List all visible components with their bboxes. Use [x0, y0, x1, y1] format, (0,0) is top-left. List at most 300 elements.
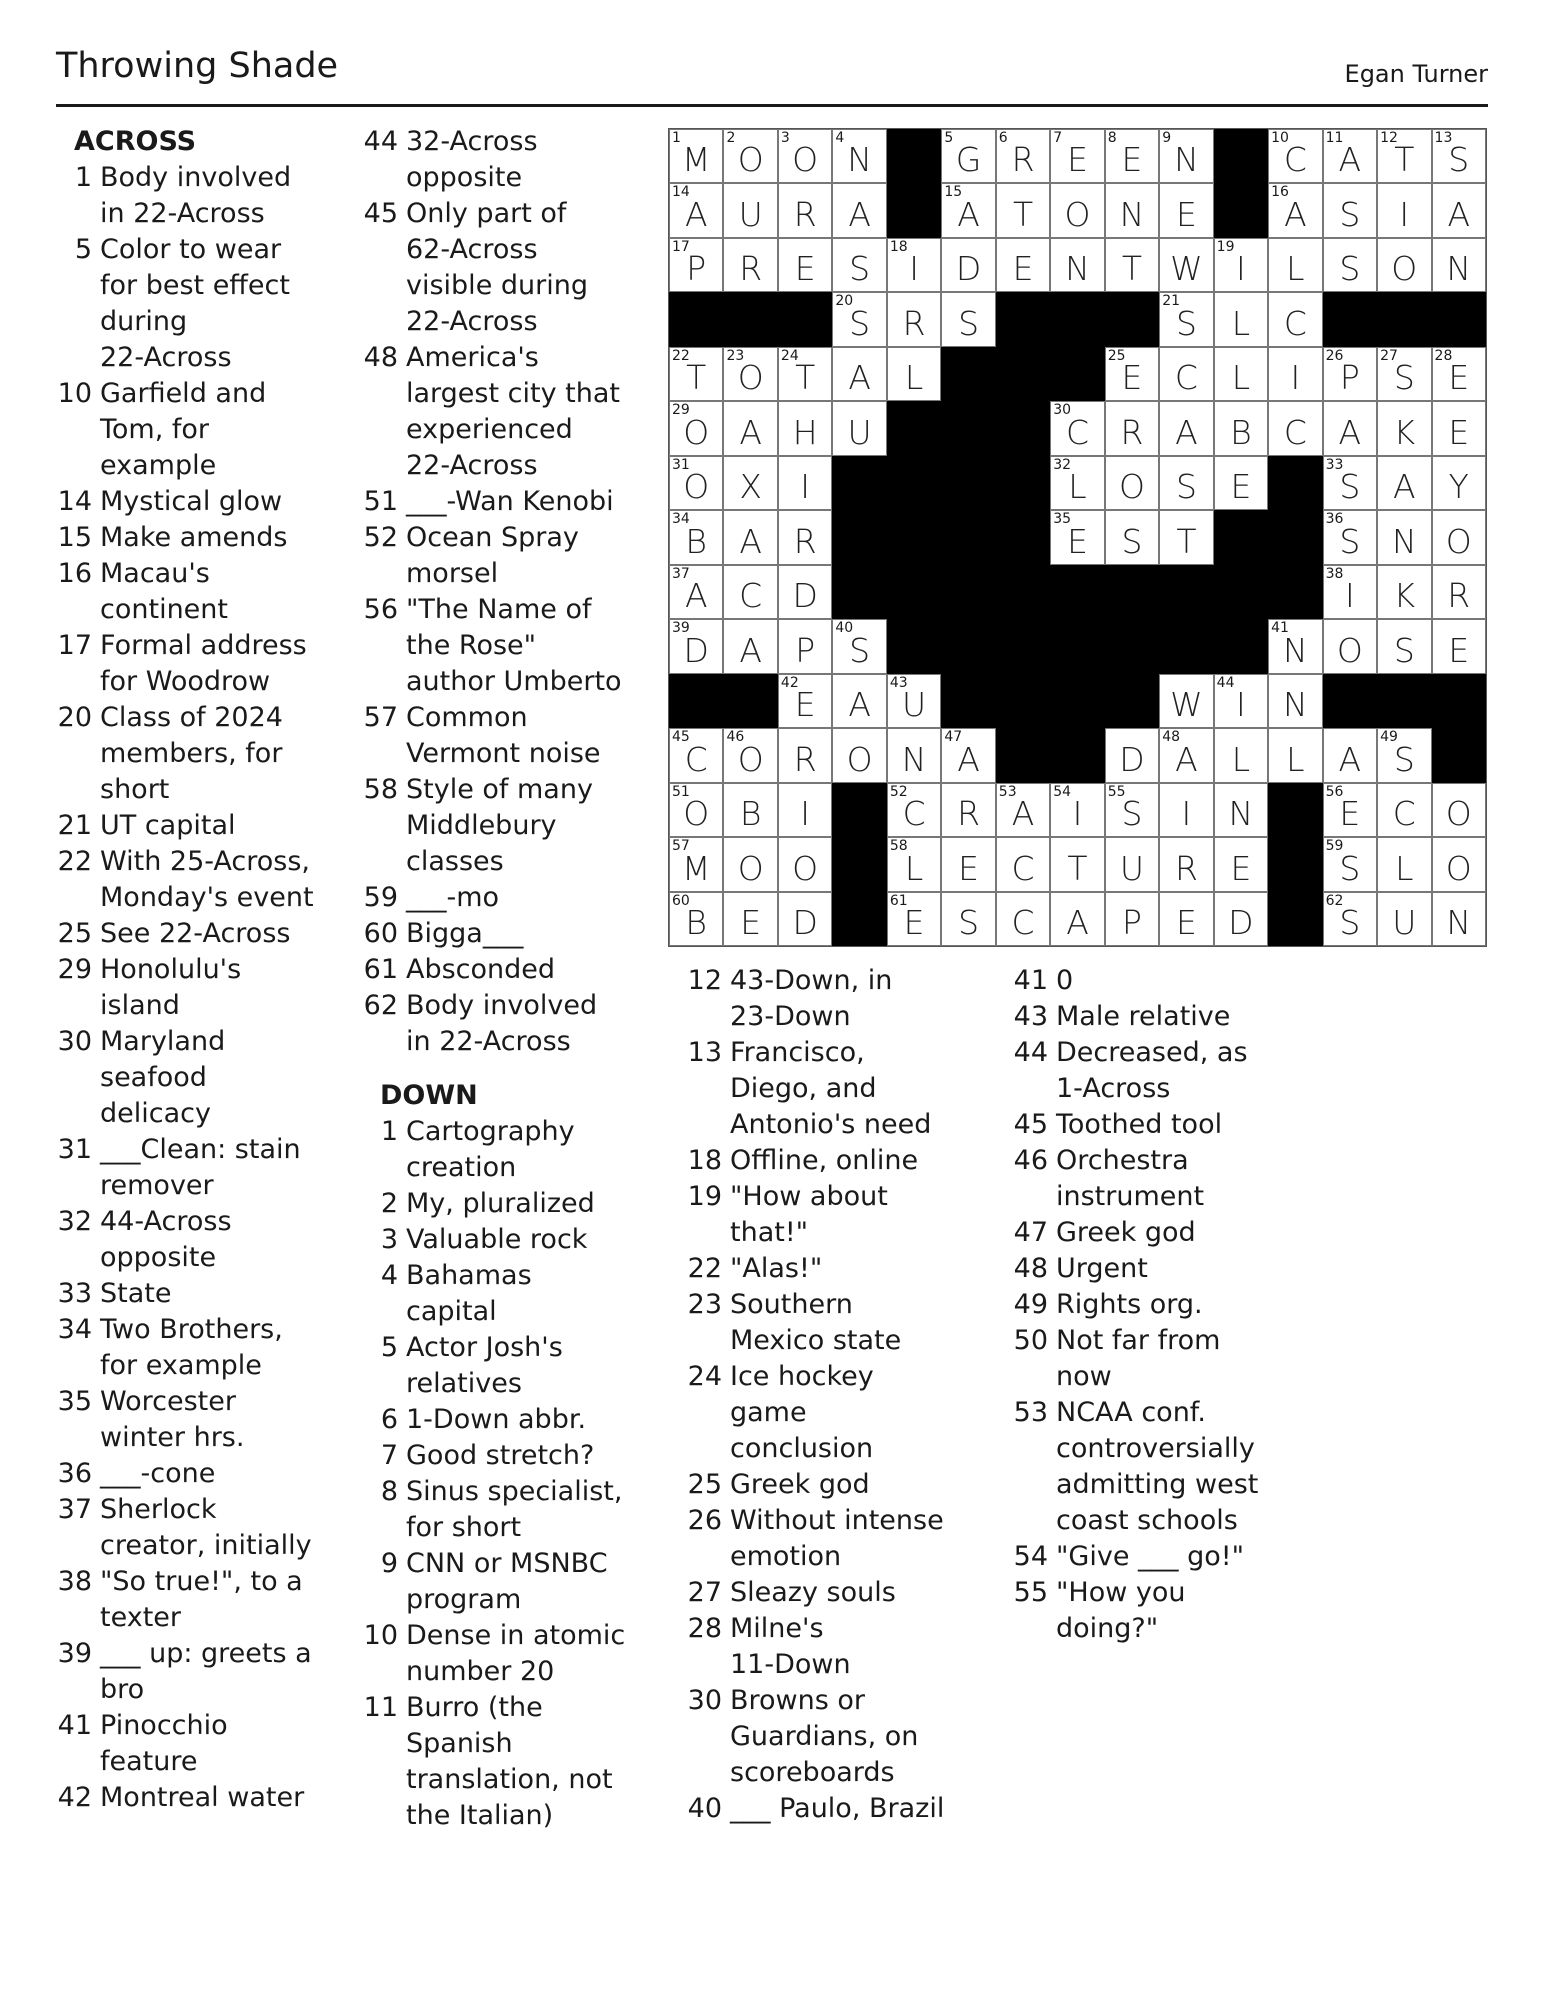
clue-text: ___ Paulo, Brazil: [730, 1793, 945, 1824]
black-square: [941, 347, 995, 401]
grid-cell[interactable]: [1159, 401, 1213, 455]
cell-letter: S: [1393, 630, 1415, 670]
clue-text: Body involved in 22-Across: [406, 990, 598, 1057]
cell-letter: S: [958, 303, 980, 343]
clue-number: 47: [1013, 1217, 1048, 1248]
black-square: [996, 728, 1050, 782]
grid-cell[interactable]: [778, 674, 832, 728]
cell-letter: B: [739, 794, 762, 834]
grid-cell[interactable]: [1323, 401, 1377, 455]
grid-cell[interactable]: [723, 565, 777, 619]
grid-cell[interactable]: [1377, 565, 1431, 619]
cell-letter: P: [1339, 358, 1360, 398]
grid-cell[interactable]: [1214, 837, 1268, 891]
grid-cell[interactable]: [669, 510, 723, 564]
clue: [56, 1780, 336, 1816]
cell-letter: W: [1170, 685, 1203, 725]
grid-cell[interactable]: [941, 238, 995, 292]
grid-cell[interactable]: [723, 783, 777, 837]
cell-letter: S: [958, 903, 980, 942]
clue: [56, 1384, 336, 1456]
clue-number: 9: [380, 1548, 398, 1579]
black-square: [1105, 292, 1159, 346]
grid-cell[interactable]: [832, 401, 886, 455]
cell-letter: S: [1121, 521, 1143, 561]
grid-cell[interactable]: [1159, 347, 1213, 401]
clue-number: 45: [363, 198, 398, 229]
grid-cell[interactable]: [1377, 347, 1431, 401]
grid-cell[interactable]: [1268, 238, 1322, 292]
cell-letter: N: [1228, 794, 1254, 834]
grid-cell[interactable]: [1105, 837, 1159, 891]
grid-cell[interactable]: [1323, 510, 1377, 564]
grid-cell[interactable]: [723, 347, 777, 401]
cell-letter: A: [957, 739, 980, 779]
cell-letter: S: [1393, 739, 1415, 779]
grid-cell[interactable]: [887, 837, 941, 891]
clue-number: 30: [687, 1685, 722, 1716]
cell-letter: O: [1118, 467, 1145, 507]
clue: [362, 196, 662, 340]
grid-cell[interactable]: [1050, 510, 1104, 564]
grid-cell[interactable]: [1377, 892, 1431, 946]
grid-cell[interactable]: [778, 401, 832, 455]
clue-column-4: [1012, 963, 1322, 1647]
grid-cell[interactable]: [669, 238, 723, 292]
grid-cell[interactable]: [723, 510, 777, 564]
clue-number: 41: [1013, 965, 1048, 996]
grid-cell[interactable]: [1159, 728, 1213, 782]
cell-letter: N: [901, 739, 927, 779]
clue: [362, 1402, 662, 1438]
cell-letter: R: [739, 249, 763, 289]
grid-cell[interactable]: [778, 728, 832, 782]
cell-letter: R: [793, 521, 817, 561]
cell-letter: O: [1445, 848, 1472, 888]
grid-cell[interactable]: [996, 837, 1050, 891]
grid-cell[interactable]: [1268, 674, 1322, 728]
cell-letter: I: [800, 467, 811, 507]
clue: [56, 1312, 336, 1384]
grid-cell[interactable]: [1268, 401, 1322, 455]
clue: [686, 1611, 996, 1683]
grid-cell[interactable]: [778, 565, 832, 619]
cell-letter: I: [1072, 794, 1083, 834]
grid-cell[interactable]: [1159, 183, 1213, 237]
grid-cell[interactable]: [1105, 510, 1159, 564]
black-square: [887, 510, 941, 564]
cell-number: 61: [889, 892, 908, 909]
grid-cell[interactable]: [1214, 456, 1268, 510]
grid-cell[interactable]: [1105, 401, 1159, 455]
cell-letter: A: [848, 358, 871, 398]
clue: [1012, 1395, 1322, 1539]
cell-letter: D: [792, 576, 818, 616]
black-square: [1268, 892, 1322, 946]
black-square: [1105, 619, 1159, 673]
cell-number: 31: [672, 456, 690, 473]
grid-cell[interactable]: [1323, 183, 1377, 237]
grid-cell[interactable]: [1159, 510, 1213, 564]
grid-cell[interactable]: [723, 183, 777, 237]
grid-cell[interactable]: [778, 456, 832, 510]
grid-cell[interactable]: [778, 129, 832, 183]
grid-cell[interactable]: [1105, 892, 1159, 946]
cell-letter: N: [1446, 903, 1472, 942]
clue-text: America's largest city that experienced 22-Across: [406, 342, 620, 481]
grid-cell[interactable]: [778, 892, 832, 946]
clue-text: Macau's continent: [100, 558, 228, 625]
cell-letter: C: [1011, 903, 1035, 942]
clue-number: 49: [1013, 1289, 1048, 1320]
clue: [1012, 1575, 1322, 1647]
grid-cell[interactable]: [1214, 238, 1268, 292]
black-square: [1159, 619, 1213, 673]
grid-cell[interactable]: [1432, 401, 1486, 455]
grid-cell[interactable]: [669, 619, 723, 673]
grid-cell[interactable]: [1323, 347, 1377, 401]
grid-cell[interactable]: [1214, 292, 1268, 346]
black-square: [832, 456, 886, 510]
grid-cell[interactable]: [1323, 728, 1377, 782]
cell-letter: C: [1011, 848, 1035, 888]
grid-cell[interactable]: [1050, 401, 1104, 455]
grid-cell[interactable]: [1105, 783, 1159, 837]
grid-cell[interactable]: [941, 837, 995, 891]
grid-cell[interactable]: [1377, 510, 1431, 564]
grid-cell[interactable]: [1377, 129, 1431, 183]
grid-cell[interactable]: [996, 129, 1050, 183]
clue-number: 13: [687, 1037, 722, 1068]
cell-letter: C: [1065, 412, 1090, 452]
grid-cell[interactable]: [1159, 292, 1213, 346]
grid-cell[interactable]: [832, 183, 886, 237]
grid-cell[interactable]: [1214, 674, 1268, 728]
grid-cell[interactable]: [723, 892, 777, 946]
cell-letter: N: [1446, 249, 1472, 289]
clue-number: 43: [1013, 1001, 1048, 1032]
grid-cell[interactable]: [996, 783, 1050, 837]
cell-letter: S: [1339, 521, 1361, 561]
grid-cell[interactable]: [723, 238, 777, 292]
clue-number: 54: [1013, 1541, 1048, 1572]
cell-number: 16: [1271, 184, 1289, 201]
cell-letter: A: [1284, 194, 1307, 234]
grid-cell[interactable]: [1323, 456, 1377, 510]
cell-letter: R: [1447, 576, 1471, 616]
grid-cell[interactable]: [669, 347, 723, 401]
grid-cell[interactable]: [1105, 183, 1159, 237]
grid-cell[interactable]: [887, 238, 941, 292]
grid-cell[interactable]: [1105, 238, 1159, 292]
grid-cell[interactable]: [1159, 674, 1213, 728]
cell-number: 11: [1325, 130, 1344, 146]
grid-cell[interactable]: [1105, 347, 1159, 401]
puzzle-title: Throwing Shade: [56, 46, 339, 86]
cell-number: 56: [1325, 783, 1344, 800]
black-square: [1432, 728, 1486, 782]
grid-cell[interactable]: [1214, 783, 1268, 837]
grid-cell[interactable]: [1159, 783, 1213, 837]
clue: [686, 1575, 996, 1611]
grid-cell[interactable]: [832, 728, 886, 782]
cell-letter: N: [1065, 249, 1090, 289]
grid-cell[interactable]: [1268, 183, 1322, 237]
cell-letter: O: [683, 794, 710, 834]
grid-cell[interactable]: [1268, 129, 1322, 183]
cell-letter: O: [846, 739, 873, 779]
clue-number: 61: [363, 954, 398, 985]
grid-cell[interactable]: [832, 292, 886, 346]
grid-cell[interactable]: [1432, 837, 1486, 891]
grid-cell[interactable]: [941, 892, 995, 946]
grid-cell[interactable]: [887, 292, 941, 346]
grid-cell[interactable]: [832, 347, 886, 401]
black-square: [996, 456, 1050, 510]
cell-number: 32: [1053, 456, 1072, 473]
grid-cell[interactable]: [1432, 238, 1486, 292]
cell-letter: C: [902, 794, 926, 834]
grid-cell[interactable]: [1214, 401, 1268, 455]
grid-cell[interactable]: [832, 674, 886, 728]
grid-cell[interactable]: [1323, 619, 1377, 673]
clue-text: Francisco, Diego, and Antonio's need: [730, 1037, 932, 1140]
clue-number: 19: [687, 1181, 722, 1212]
grid-cell[interactable]: [1377, 728, 1431, 782]
clue: [56, 1276, 336, 1312]
grid-cell[interactable]: [941, 292, 995, 346]
black-square: [1214, 129, 1268, 183]
clue-number: 31: [57, 1134, 92, 1165]
grid-cell[interactable]: [941, 783, 995, 837]
clue-number: 8: [380, 1476, 398, 1507]
grid-cell[interactable]: [669, 456, 723, 510]
clue: [686, 1359, 996, 1467]
cell-letter: E: [740, 903, 762, 942]
clue-text: Dense in atomic number 20: [406, 1620, 626, 1687]
cell-letter: A: [1393, 467, 1416, 507]
grid-cell[interactable]: [1214, 728, 1268, 782]
grid-cell[interactable]: [1050, 238, 1104, 292]
grid-cell[interactable]: [669, 728, 723, 782]
grid-cell[interactable]: [1377, 401, 1431, 455]
cell-letter: E: [1121, 358, 1143, 398]
clue-column-3: [686, 963, 996, 1827]
grid-cell[interactable]: [887, 728, 941, 782]
grid-cell[interactable]: [941, 728, 995, 782]
clue: [1012, 1539, 1322, 1575]
clue-text: Offline, online: [730, 1145, 919, 1176]
grid-cell[interactable]: [778, 619, 832, 673]
clue: [56, 1564, 336, 1636]
grid-cell[interactable]: [1377, 456, 1431, 510]
cell-letter: D: [683, 630, 709, 670]
grid-cell[interactable]: [887, 674, 941, 728]
clue-text: "How you doing?": [1056, 1577, 1186, 1644]
grid-cell[interactable]: [669, 183, 723, 237]
grid-cell[interactable]: [778, 347, 832, 401]
black-square: [887, 183, 941, 237]
cell-number: 18: [889, 238, 908, 255]
grid-cell[interactable]: [1323, 565, 1377, 619]
cell-number: 39: [672, 620, 690, 637]
cell-letter: U: [1392, 903, 1417, 942]
cell-letter: N: [847, 140, 872, 180]
grid-cell[interactable]: [1432, 510, 1486, 564]
clue-text: Greek god: [1056, 1217, 1196, 1248]
grid-cell[interactable]: [1432, 783, 1486, 837]
cell-letter: S: [849, 630, 871, 670]
clue-number: 44: [363, 126, 398, 157]
grid-cell[interactable]: [1377, 183, 1431, 237]
grid-cell[interactable]: [778, 238, 832, 292]
grid-cell[interactable]: [669, 783, 723, 837]
grid-cell[interactable]: [941, 183, 995, 237]
grid-cell[interactable]: [669, 565, 723, 619]
grid-cell[interactable]: [723, 837, 777, 891]
grid-cell[interactable]: [1050, 183, 1104, 237]
grid-cell[interactable]: [778, 783, 832, 837]
grid-cell[interactable]: [1268, 347, 1322, 401]
grid-cell[interactable]: [669, 892, 723, 946]
grid-cell[interactable]: [1432, 347, 1486, 401]
grid-cell[interactable]: [669, 401, 723, 455]
grid-cell[interactable]: [1159, 238, 1213, 292]
clue: [686, 1683, 996, 1791]
grid-cell[interactable]: [1214, 892, 1268, 946]
grid-cell[interactable]: [1159, 456, 1213, 510]
clue-number: 55: [1013, 1577, 1048, 1608]
clue-number: 30: [57, 1026, 92, 1057]
grid-cell[interactable]: [1050, 837, 1104, 891]
clue: [1012, 1251, 1322, 1287]
grid-cell[interactable]: [941, 129, 995, 183]
grid-cell[interactable]: [996, 183, 1050, 237]
clue-number: 40: [687, 1793, 722, 1824]
grid-cell[interactable]: [669, 129, 723, 183]
grid-cell[interactable]: [1432, 619, 1486, 673]
grid-cell[interactable]: [1432, 456, 1486, 510]
grid-cell[interactable]: [1050, 456, 1104, 510]
grid-cell[interactable]: [832, 619, 886, 673]
grid-cell[interactable]: [996, 892, 1050, 946]
grid-cell[interactable]: [887, 892, 941, 946]
clue: [1012, 1035, 1322, 1107]
clue-number: 12: [687, 965, 722, 996]
grid-cell[interactable]: [1432, 183, 1486, 237]
black-square: [832, 892, 886, 946]
grid-cell[interactable]: [1159, 837, 1213, 891]
grid-cell[interactable]: [1432, 129, 1486, 183]
clue-text: State: [100, 1278, 172, 1309]
black-square: [1323, 674, 1377, 728]
grid-cell[interactable]: [1377, 837, 1431, 891]
cell-letter: L: [904, 358, 924, 398]
grid-cell[interactable]: [832, 238, 886, 292]
clue: [56, 232, 336, 376]
cell-number: 45: [672, 729, 690, 746]
clue-number: 39: [57, 1638, 92, 1669]
clue: [56, 160, 336, 232]
grid-cell[interactable]: [723, 456, 777, 510]
grid-cell[interactable]: [723, 619, 777, 673]
grid-cell[interactable]: [887, 783, 941, 837]
grid-cell[interactable]: [778, 183, 832, 237]
grid-cell[interactable]: [1377, 238, 1431, 292]
cell-letter: A: [848, 685, 871, 725]
grid-cell[interactable]: [1050, 129, 1104, 183]
grid-cell[interactable]: [723, 728, 777, 782]
grid-cell[interactable]: [1268, 728, 1322, 782]
clue-text: Decreased, as 1-Across: [1056, 1037, 1248, 1104]
cell-number: 21: [1162, 293, 1181, 310]
clue-number: 33: [57, 1278, 92, 1309]
grid-cell[interactable]: [1050, 892, 1104, 946]
grid-cell[interactable]: [1268, 619, 1322, 673]
grid-cell[interactable]: [996, 238, 1050, 292]
black-square: [1377, 674, 1431, 728]
grid-cell[interactable]: [723, 401, 777, 455]
clue-text: Color to wear for best effect during 22-Across: [100, 234, 290, 373]
cell-letter: M: [681, 140, 711, 180]
cell-letter: H: [792, 412, 818, 452]
black-square: [996, 347, 1050, 401]
cell-number: 25: [1107, 347, 1126, 364]
grid-cell[interactable]: [778, 510, 832, 564]
grid-cell[interactable]: [887, 347, 941, 401]
clue-text: Style of many Middlebury classes: [406, 774, 593, 877]
grid-cell[interactable]: [1323, 783, 1377, 837]
grid-cell[interactable]: [1159, 129, 1213, 183]
grid-cell[interactable]: [1432, 892, 1486, 946]
grid-cell[interactable]: [1323, 892, 1377, 946]
grid-cell[interactable]: [1323, 837, 1377, 891]
cell-number: 8: [1107, 130, 1117, 146]
grid-cell[interactable]: [1377, 619, 1431, 673]
grid-cell[interactable]: [1323, 238, 1377, 292]
clue-text: Garfield and Tom, for example: [100, 378, 267, 481]
clue-number: 17: [57, 630, 92, 661]
cell-number: 55: [1107, 783, 1126, 800]
black-square: [669, 292, 723, 346]
clue: [362, 1690, 662, 1834]
cell-letter: S: [1339, 249, 1361, 289]
clue-text: Sleazy souls: [730, 1577, 896, 1608]
clue-text: Ocean Spray morsel: [406, 522, 579, 589]
grid-cell[interactable]: [832, 129, 886, 183]
grid-cell[interactable]: [1323, 129, 1377, 183]
grid-cell[interactable]: [1050, 783, 1104, 837]
grid-cell[interactable]: [1105, 728, 1159, 782]
grid-cell[interactable]: [1159, 892, 1213, 946]
grid-cell[interactable]: [778, 837, 832, 891]
grid-cell[interactable]: [723, 129, 777, 183]
grid-cell[interactable]: [1214, 347, 1268, 401]
clue-text: "Alas!": [730, 1253, 823, 1284]
clue-text: Browns or Guardians, on scoreboards: [730, 1685, 919, 1788]
grid-cell[interactable]: [1432, 565, 1486, 619]
grid-cell[interactable]: [669, 837, 723, 891]
grid-cell[interactable]: [1377, 783, 1431, 837]
grid-cell[interactable]: [1105, 129, 1159, 183]
cell-letter: A: [1338, 140, 1362, 180]
black-square: [1214, 565, 1268, 619]
clue-number: 15: [57, 522, 92, 553]
clue-number: 32: [57, 1206, 92, 1237]
grid-cell[interactable]: [1268, 292, 1322, 346]
clue-text: Worcester winter hrs.: [100, 1386, 245, 1453]
grid-cell[interactable]: [1105, 456, 1159, 510]
